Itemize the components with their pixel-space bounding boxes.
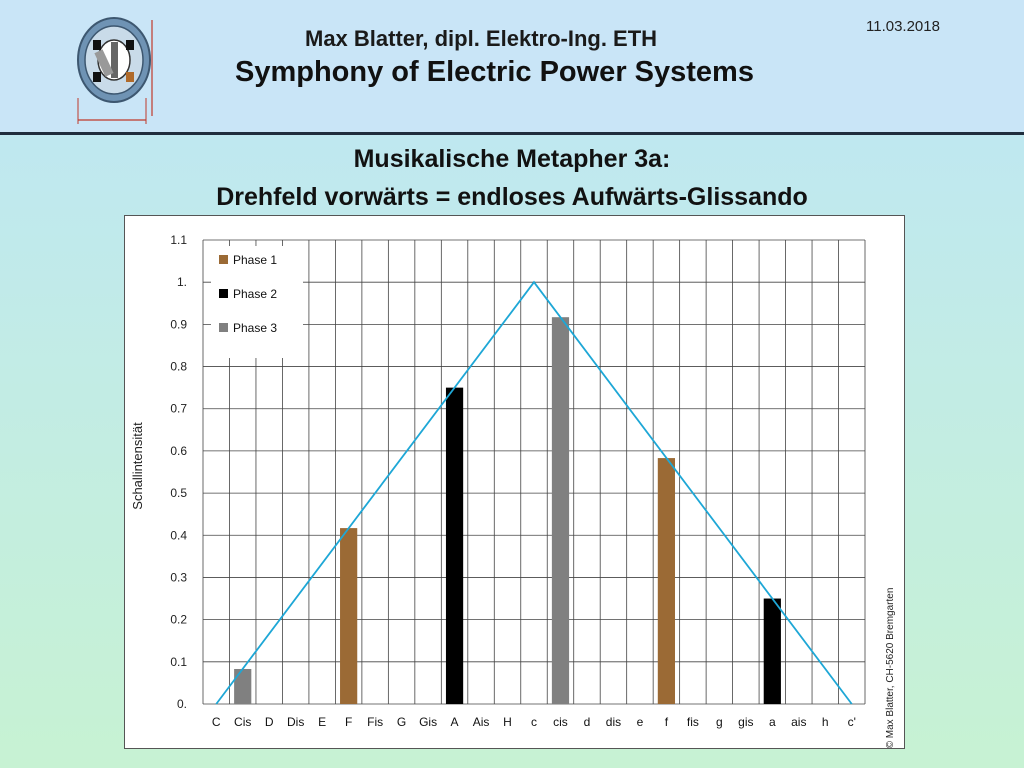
- copyright-note: © Max Blatter, CH-5620 Bremgarten: [885, 587, 896, 748]
- chart-frame: [124, 215, 905, 749]
- legend-label: Phase 2: [233, 287, 278, 301]
- slide-title-line-2: Drehfeld vorwärts = endloses Aufwärts-Glissando: [216, 183, 808, 211]
- x-tick-label: c: [531, 715, 537, 729]
- x-tick-label: a: [768, 715, 776, 729]
- x-tick-label: A: [450, 715, 459, 729]
- glissando-bar-chart: [125, 216, 904, 748]
- x-tick-label: G: [396, 715, 407, 729]
- bar-phase-2: [446, 388, 463, 704]
- x-tick-label: c': [847, 715, 856, 729]
- x-tick-label: Cis: [234, 715, 252, 729]
- header-band: [0, 0, 1024, 135]
- x-tick-label: d: [583, 715, 591, 729]
- y-tick-label: 1.1: [170, 233, 187, 247]
- x-tick-label: fis: [686, 715, 699, 729]
- bar-phase-1: [340, 528, 357, 704]
- x-tick-label: dis: [605, 715, 622, 729]
- bar-phase-3: [234, 669, 251, 704]
- x-tick-label: Gis: [419, 715, 438, 729]
- x-tick-label: E: [318, 715, 327, 729]
- y-tick-label: 0.8: [170, 359, 187, 374]
- legend-label: Phase 1: [233, 253, 278, 267]
- y-tick-label: 0.7: [170, 401, 187, 416]
- x-tick-label: D: [264, 715, 274, 729]
- x-tick-label: H: [503, 715, 512, 729]
- bar-layer: [234, 317, 781, 704]
- author-line: Max Blatter, dipl. Elektro-Ing. ETH: [305, 26, 658, 51]
- bar-phase-1: [658, 458, 675, 704]
- x-tick-label: e: [636, 715, 644, 729]
- y-tick-label: 0.6: [170, 443, 187, 458]
- y-tick-label: 0.3: [170, 570, 187, 585]
- legend: [211, 246, 303, 358]
- x-tick-label: C: [211, 715, 221, 729]
- series-title: Symphony of Electric Power Systems: [235, 56, 754, 88]
- legend-label: Phase 3: [233, 321, 278, 335]
- y-tick-label: 0.5: [170, 486, 187, 501]
- rotating-machine-logo-icon: [66, 12, 170, 130]
- x-tick-label: Fis: [367, 715, 384, 729]
- x-tick-label: F: [344, 715, 353, 729]
- x-tick-label: h: [821, 715, 829, 729]
- x-tick-label: gis: [738, 715, 754, 729]
- y-tick-label: 0.1: [170, 654, 187, 669]
- legend-swatch: [219, 255, 228, 264]
- date-label: 11.03.2018: [866, 18, 940, 35]
- x-tick-label: Dis: [287, 715, 305, 729]
- slide-title-line-1: Musikalische Metapher 3a:: [353, 145, 671, 173]
- y-axis-label: Schallintensität: [130, 422, 145, 510]
- x-tick-label: f: [664, 715, 669, 729]
- bar-phase-3: [552, 317, 569, 704]
- y-tick-label: 0.9: [170, 317, 187, 332]
- bar-phase-2: [764, 599, 781, 704]
- y-tick-label: 0.: [176, 697, 187, 711]
- y-tick-label: 0.4: [170, 528, 187, 543]
- x-tick-label: ais: [791, 715, 807, 729]
- y-tick-label: 0.2: [170, 612, 187, 627]
- y-tick-label: 1.: [176, 275, 187, 290]
- legend-swatch: [219, 323, 228, 332]
- x-tick-label: cis: [553, 715, 568, 729]
- x-tick-label: Ais: [472, 715, 490, 729]
- x-tick-label: g: [716, 715, 723, 729]
- legend-swatch: [219, 289, 228, 298]
